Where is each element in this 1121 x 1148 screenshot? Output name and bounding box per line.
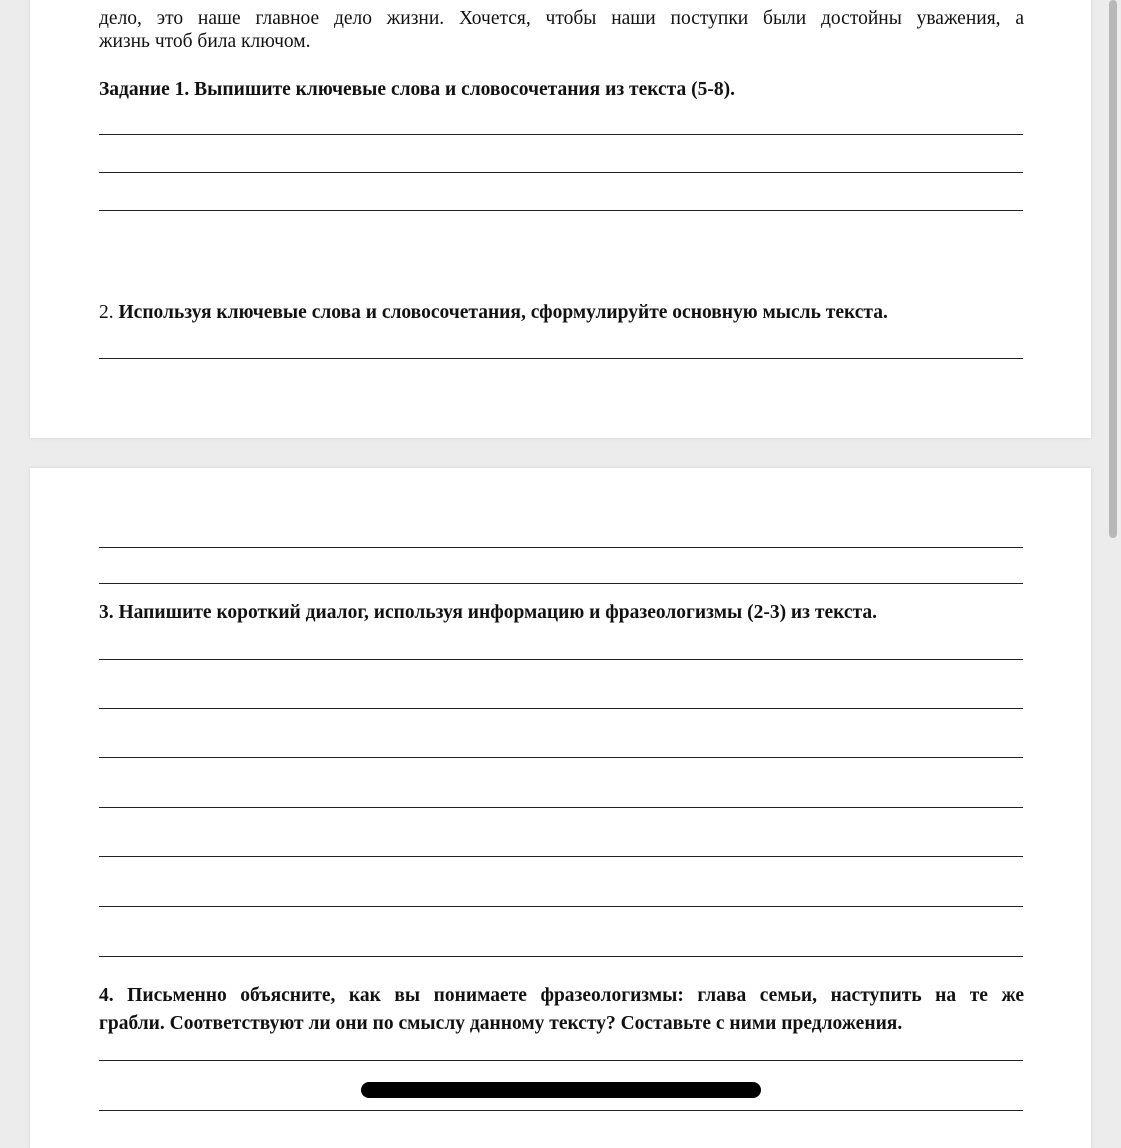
- answer-line: [99, 856, 1023, 857]
- home-indicator[interactable]: [361, 1082, 761, 1098]
- task-3-heading: 3. Напишите короткий диалог, используя информацию и фразеологизмы (2-3) из текста.: [99, 602, 877, 623]
- answer-line: [99, 210, 1023, 211]
- answer-line: [99, 708, 1023, 709]
- task-2-number: 2.: [99, 302, 119, 323]
- scrollbar-thumb[interactable]: [1109, 0, 1117, 538]
- task-1-heading: Задание 1. Выпишите ключевые слова и словосочетания из текста (5-8).: [99, 79, 735, 100]
- answer-line: [99, 1060, 1023, 1061]
- scrollbar[interactable]: [1103, 0, 1121, 1122]
- answer-line: [99, 172, 1023, 173]
- intro-text-line-2: жизнь чтоб била ключом.: [99, 31, 311, 52]
- document-page-1: [30, 0, 1091, 438]
- answer-line: [99, 956, 1023, 957]
- task-2-text: Используя ключевые слова и словосочетания, сформулируйте основную мысль текста.: [118, 302, 888, 323]
- answer-line: [99, 1110, 1023, 1111]
- answer-line: [99, 659, 1023, 660]
- intro-text-line-1: дело, это наше главное дело жизни. Хочется, чтобы наши поступки были достойны уважения, а: [99, 8, 1024, 29]
- answer-line: [99, 547, 1023, 548]
- answer-line: [99, 807, 1023, 808]
- answer-line: [99, 358, 1023, 359]
- answer-line: [99, 134, 1023, 135]
- answer-line: [99, 583, 1023, 584]
- answer-line: [99, 757, 1023, 758]
- task-4-heading-line-2: грабли. Соответствуют ли они по смыслу данному тексту? Составьте с ними предложения.: [99, 1013, 903, 1034]
- answer-line: [99, 906, 1023, 907]
- task-2-heading: [99, 300, 1024, 326]
- task-4-heading-line-1: 4. Письменно объясните, как вы понимаете фразеологизмы: глава семьи, наступить на те же: [99, 985, 1024, 1006]
- document-page-2: [30, 468, 1091, 1148]
